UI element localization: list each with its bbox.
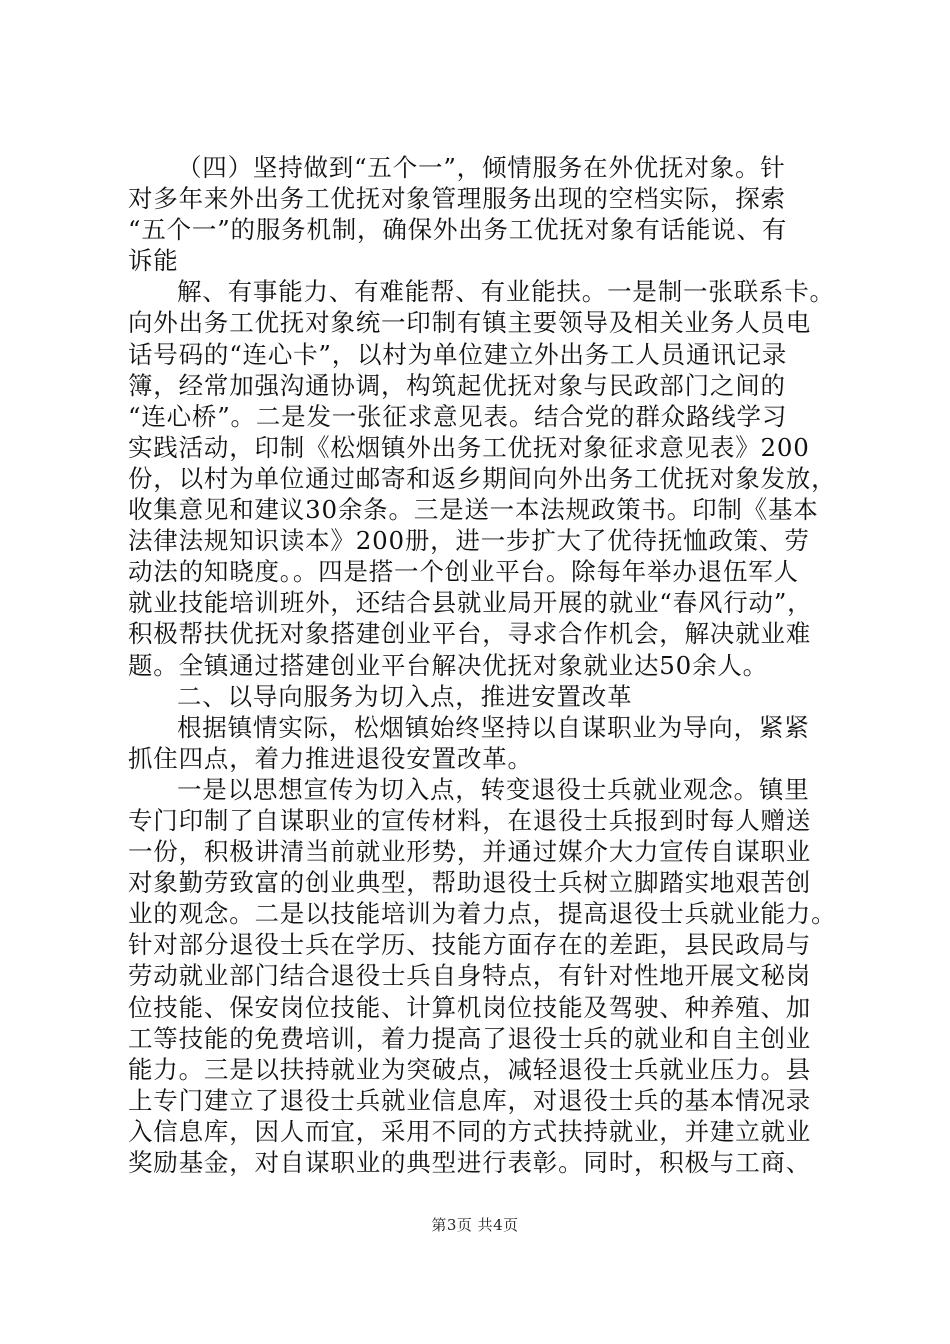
- text-line: 业的观念。二是以技能培训为着力点，提高退役士兵就业能力。: [128, 899, 837, 929]
- text-line: 位技能、保安岗位技能、计算机岗位技能及驾驶、种养殖、加: [128, 992, 812, 1022]
- text-line: 份，以村为单位通过邮寄和返乡期间向外出务工优抚对象发放，: [128, 463, 837, 493]
- text-line: 奖励基金，对自谋职业的典型进行表彰。同时，积极与工商、: [128, 1148, 812, 1177]
- text-line: 动法的知晓度。。四是搭一个创业平台。除每年举办退伍军人: [128, 557, 799, 587]
- text-line: “五个一”的服务机制，确保外出务工优抚对象有话能说、有: [128, 215, 788, 245]
- text-line: （四）坚持做到“五个一”，倾情服务在外优抚对象。针: [177, 153, 786, 182]
- text-line: 专门印制了自谋职业的宣传材料，在退役士兵报到时每人赠送: [128, 805, 812, 835]
- text-line: 一是以思想宣传为切入点，转变退役士兵就业观念。镇里: [177, 774, 810, 804]
- text-line: 抓住四点，着力推进退役安置改革。: [128, 743, 533, 773]
- text-line: 上专门建立了退役士兵就业信息库，对退役士兵的基本情况录: [128, 1085, 812, 1115]
- text-line: 题。全镇通过搭建创业平台解决优抚对象就业达50余人。: [128, 650, 768, 680]
- text-line: 一份，积极讲清当前就业形势，并通过媒介大力宣传自谋职业: [128, 837, 812, 867]
- text-line: “连心桥”。二是发一张征求意见表。结合党的群众路线学习: [128, 401, 788, 431]
- text-line: 诉能: [128, 246, 179, 276]
- text-line: 收集意见和建议30余条。三是送一本法规政策书。印制《基本: [128, 495, 819, 525]
- text-line: 就业技能培训班外，还结合县就业局开展的就业“春风行动”，: [128, 588, 813, 618]
- text-line: 法律法规知识读本》200册，进一步扩大了优待抚恤政策、劳: [128, 526, 810, 556]
- page-footer: 第3页 共4页: [431, 1216, 519, 1234]
- text-line: 向外出务工优抚对象统一印制有镇主要领导及相关业务人员电: [128, 308, 812, 338]
- text-line: 针对部分退役士兵在学历、技能方面存在的差距，县民政局与: [128, 930, 812, 960]
- text-line: 劳动就业部门结合退役士兵自身特点，有针对性地开展文秘岗: [128, 961, 812, 991]
- text-line: 对多年来外出务工优抚对象管理服务出现的空档实际，探索: [128, 184, 786, 214]
- document-body: [128, 152, 837, 1178]
- text-line: 积极帮扶优抚对象搭建创业平台，寻求合作机会，解决就业难: [128, 619, 812, 649]
- text-line: 根据镇情实际，松烟镇始终坚持以自谋职业为导向，紧紧: [177, 712, 810, 742]
- text-line: 解、有事能力、有难能帮、有业能扶。一是制一张联系卡。: [177, 277, 835, 307]
- text-line: 能力。三是以扶持就业为突破点，减轻退役士兵就业压力。县: [128, 1054, 812, 1084]
- text-line: 簿，经常加强沟通协调，构筑起优抚对象与民政部门之间的: [128, 370, 786, 400]
- text-line: 二、以导向服务为切入点，推进安置改革: [177, 681, 633, 711]
- text-line: 工等技能的免费培训，着力提高了退役士兵的就业和自主创业: [128, 1023, 812, 1053]
- text-line: 话号码的“连心卡”，以村为单位建立外出务工人员通讯记录: [128, 339, 788, 369]
- text-line: 实践活动，印制《松烟镇外出务工优抚对象征求意见表》200: [128, 432, 810, 462]
- text-line: 对象勤劳致富的创业典型，帮助退役士兵树立脚踏实地艰苦创: [128, 868, 812, 898]
- text-line: 入信息库，因人而宜，采用不同的方式扶持就业，并建立就业: [128, 1116, 812, 1146]
